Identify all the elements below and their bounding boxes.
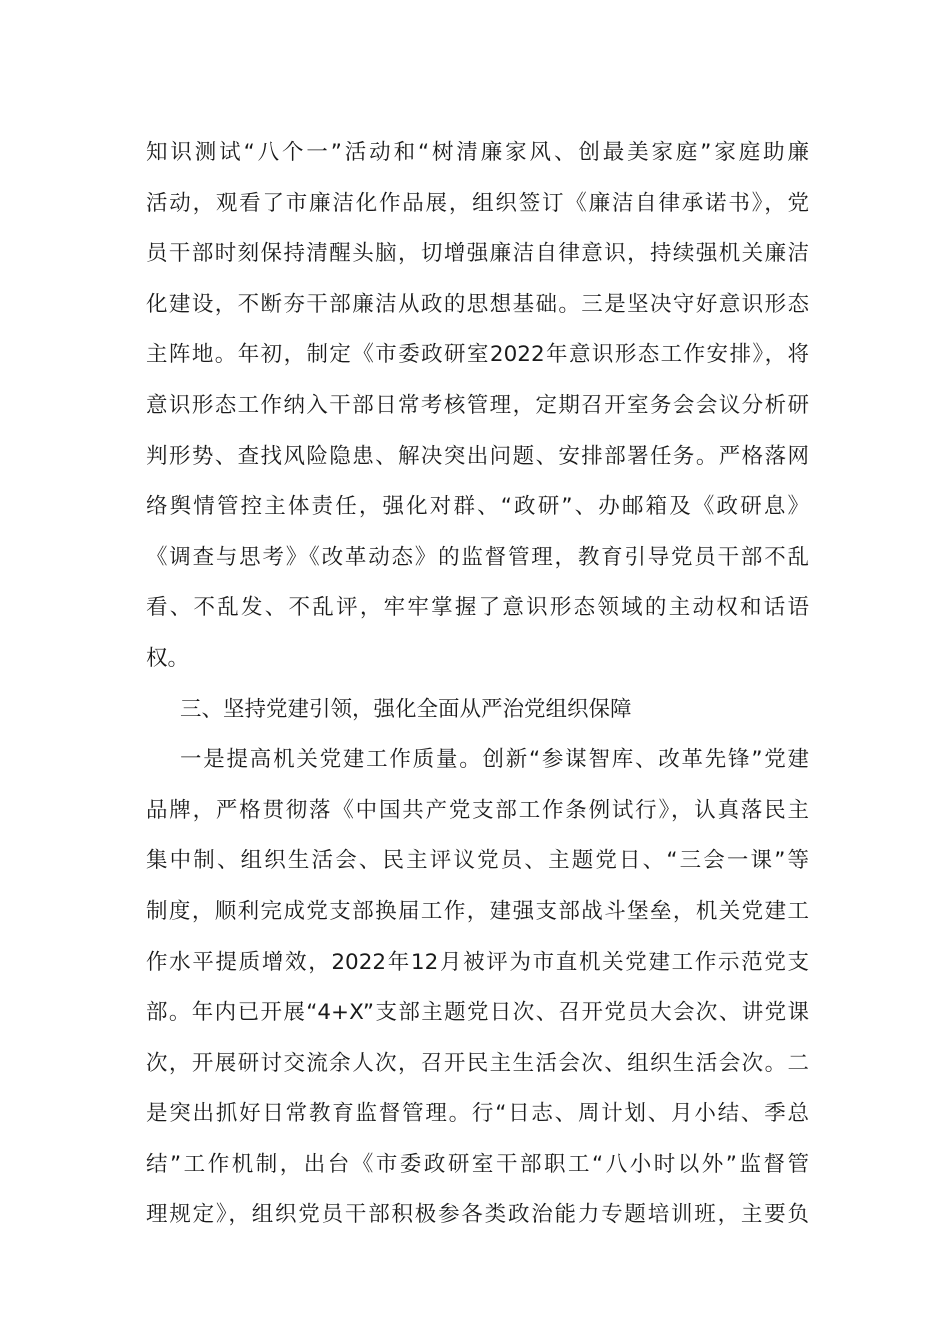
- text-line: 权。: [146, 645, 190, 671]
- text-line: 《调查与思考》《改革动态》的监督管理，教育引导党员干部不乱: [146, 544, 809, 570]
- text-line: 络舆情管控主体责任，强化对群、“政研”、办邮箱及《政研息》: [146, 494, 809, 520]
- paragraph-start-line: 一是提高机关党建工作质量。创新“参谋智库、改革先锋”党建: [180, 747, 809, 773]
- text-line: 主阵地。年初，制定《市委政研室2022年意识形态工作安排》，将: [146, 342, 809, 368]
- text-line: 看、不乱发、不乱评，牢牢掌握了意识形态领域的主动权和话语: [146, 595, 809, 621]
- text-line: 是突出抓好日常教育监督管理。行“日志、周计划、月小结、季总: [146, 1101, 809, 1127]
- text-line: 员干部时刻保持清醒头脑，切增强廉洁自律意识，持续强机关廉洁: [146, 241, 809, 267]
- text-line: 次，开展研讨交流余人次，召开民主生活会次、组织生活会次。二: [146, 1050, 809, 1076]
- text-line: 活动，观看了市廉洁化作品展，组织签订《廉洁自律承诺书》，党: [146, 190, 809, 216]
- text-line: 判形势、查找风险隐患、解决突出问题、安排部署任务。严格落网: [146, 443, 809, 469]
- text-line: 品牌，严格贯彻落《中国共产党支部工作条例试行》，认真落民主: [146, 797, 809, 823]
- body-text: [146, 128, 809, 1241]
- text-line: 知识测试“八个一”活动和“树清廉家风、创最美家庭”家庭助廉: [146, 140, 809, 165]
- text-line: 意识形态工作纳入干部日常考核管理，定期召开室务会会议分析研: [146, 392, 809, 418]
- text-line: 作水平提质增效，2022年12月被评为市直机关党建工作示范党支: [146, 949, 809, 975]
- text-line: 结”工作机制，出台《市委政研室干部职工“八小时以外”监督管: [146, 1151, 809, 1177]
- text-line: 集中制、组织生活会、民主评议党员、主题党日、“三会一课”等: [146, 848, 809, 874]
- text-line: 化建设，不断夯干部廉洁从政的思想基础。三是坚决守好意识形态: [146, 291, 809, 317]
- section-heading: 三、坚持党建引领，强化全面从严治党组织保障: [180, 696, 632, 722]
- text-line: 理规定》，组织党员干部积极参各类政治能力专题培训班，主要负: [146, 1202, 809, 1228]
- text-line: 部。年内已开展“4+X”支部主题党日次、召开党员大会次、讲党课: [146, 1000, 809, 1026]
- text-line: 制度，顺利完成党支部换届工作，建强支部战斗堡垒，机关党建工: [146, 898, 809, 924]
